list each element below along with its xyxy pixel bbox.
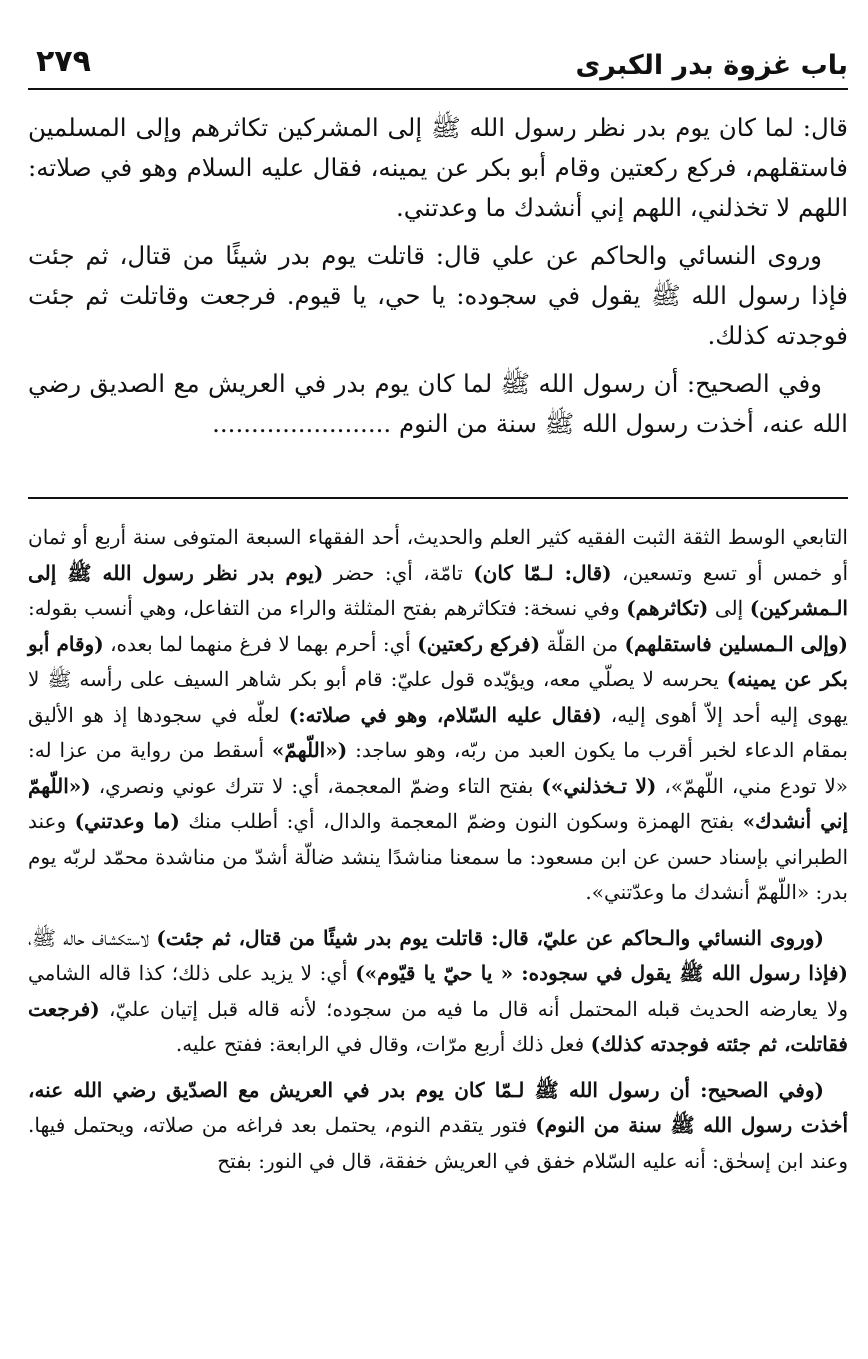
commentary-segment: لاستكشاف حاله ﷺ،: [28, 925, 157, 950]
commentary-paragraph: [28, 520, 848, 911]
commentary-segment: من القلّة: [540, 631, 625, 656]
commentary-segment: إلى: [708, 596, 750, 620]
page-header: [28, 38, 848, 90]
quoted-main-text: («اللّهمّ»: [271, 738, 348, 762]
commentary-segment: يحرسه لا يصلّي معه، ويؤيّده قول عليّ: قام أبو بكر شاهر السيف على رأسه ﷺ لا يهوى إليه أحد إلاّ أهوى إليه،: [28, 667, 848, 727]
quoted-main-text: (وروى النسائي والـحاكم عن عليّ، قال: قاتلت يوم بدر شيئًا من قتال، ثم جئت): [156, 925, 824, 950]
quoted-main-text: (فقال عليه السّلام، وهو في صلاته:): [288, 702, 602, 727]
quoted-main-text: (فرجعت فقاتلت، ثم جئته فوجدته كذلك): [28, 996, 848, 1056]
main-text-paragraph: وفي الصحيح: أن رسول الله ﷺ لما كان يوم بدر في العريش مع الصديق رضي الله عنه، أخذت رسول الله ﷺ سنة من النوم .......................: [28, 369, 848, 438]
quoted-main-text: (وقام أبو بكر عن يمينه): [28, 631, 848, 691]
quoted-main-text: (فإذا رسول الله ﷺ يقول في سجوده: « يا حيّ يا قيّوم»): [355, 961, 848, 985]
quoted-main-text: (تكاثرهم): [626, 596, 709, 620]
quoted-main-text: (وإلى الـمسلين فاستقلهم): [624, 631, 848, 656]
commentary-segment: تامّة، أي: حضر: [323, 560, 474, 585]
quoted-main-text: («اللّهمّ إني أنشدك»: [28, 773, 849, 833]
quoted-main-text: (فركع ركعتين): [417, 631, 541, 656]
quoted-main-text: (ما وعدتني): [74, 809, 180, 833]
commentary-segment: أسقط من رواية من عزا له: «لا تودع مني، اللّهمّ»،: [28, 738, 848, 798]
commentary-paragraph: [28, 1073, 848, 1180]
commentary-segment: بفتح الهمزة وسكون النون وضمّ المعجمة والدال، أي: أطلب منك: [179, 809, 743, 833]
commentary-segment: التابعي الوسط الثقة الثبت الفقيه كثير العلم والحديث، أحد الفقهاء السبعة المتوفى سنة أربع أو ثمان أو خمس أو تسع وتسعين،: [28, 525, 848, 585]
commentary-segment: أي: أحرم بهما لا فرغ منهما لما بعده،: [103, 631, 418, 656]
page-number: ٢٧٩: [36, 44, 91, 79]
main-text-paragraph: وروى النسائي والحاكم عن علي قال: قاتلت يوم بدر شيئًا من قتال، ثم جئت فإذا رسول الله ﷺ يقول في سجوده: يا حي، يا قيوم. فرجعت وقاتلت ثم جئت فوجدته كذلك.: [28, 241, 848, 350]
commentary-segment: وعند الطبراني بإسناد حسن عن ابن مسعود: ما سمعنا مناشدًا ينشد ضالّة أشدّ من مناشدة محمّد لربّه يوم بدر: «اللّهمّ أنشدك ما وعدّتني».: [28, 809, 848, 904]
quoted-main-text: (وفي الصحيح: أن رسول الله ﷺ لـمّا كان يوم بدر في العريش مع الصدّيق رضي الله عنه، أخذت رسول الله ﷺ سنة من النوم): [28, 1077, 848, 1137]
main-text-paragraph: قال: لما كان يوم بدر نظر رسول الله ﷺ إلى المشركين تكاثرهم وإلى المسلمين فاستقلهم، فركع ركعتين وقام أبو بكر عن يمينه، فقال عليه السلام وهو في صلاته: اللهم لا تخذلني، اللهم إني أنشدك ما وعدتني.: [28, 113, 848, 222]
commentary-segment: لعلّه في سجودها إذ هو الأليق بمقام الدعاء لخبر أقرب ما يكون العبد من ربّه، وهو ساجد:: [28, 702, 848, 762]
quoted-main-text: (يوم بدر نظر رسول الله ﷺ إلى الـمشركين): [28, 560, 848, 620]
commentary-segment: أي: لا يزيد على ذلك؛ كذا قاله الشامي ولا يعارضه الحديث قبله المحتمل أنه قال ما فيه من سجوده؛ لأنه قاله قبل إتيان عليّ،: [28, 961, 848, 1021]
commentary-segment: فعل ذلك أربع مرّات، وقال في الرابعة: ففتح عليه.: [175, 1032, 591, 1056]
chapter-title: باب غزوة بدر الكبرى: [575, 50, 848, 81]
quoted-main-text: (قال: لـمّا كان): [473, 560, 612, 585]
quoted-main-text: (لا تـخذلني»): [541, 773, 657, 798]
main-text: [28, 108, 848, 452]
commentary-segment: فتور يتقدم النوم، يحتمل بعد فراغه من صلاته، ويحتمل فيها. وعند ابن إسحٰق: أنه عليه السّلام خفق في العريش خفقة، قال في النور: بفتح: [28, 1113, 848, 1173]
section-divider: [28, 497, 848, 499]
commentary-segment: وفي نسخة: فتكاثرهم بفتح المثلثة والراء من التفاعل، وهي أنسب بقوله:: [28, 596, 627, 620]
commentary-text: [28, 520, 848, 1189]
commentary-segment: بفتح التاء وضمّ المعجمة، أي: لا تترك عوني ونصري،: [90, 773, 542, 798]
commentary-paragraph: [28, 921, 848, 1063]
